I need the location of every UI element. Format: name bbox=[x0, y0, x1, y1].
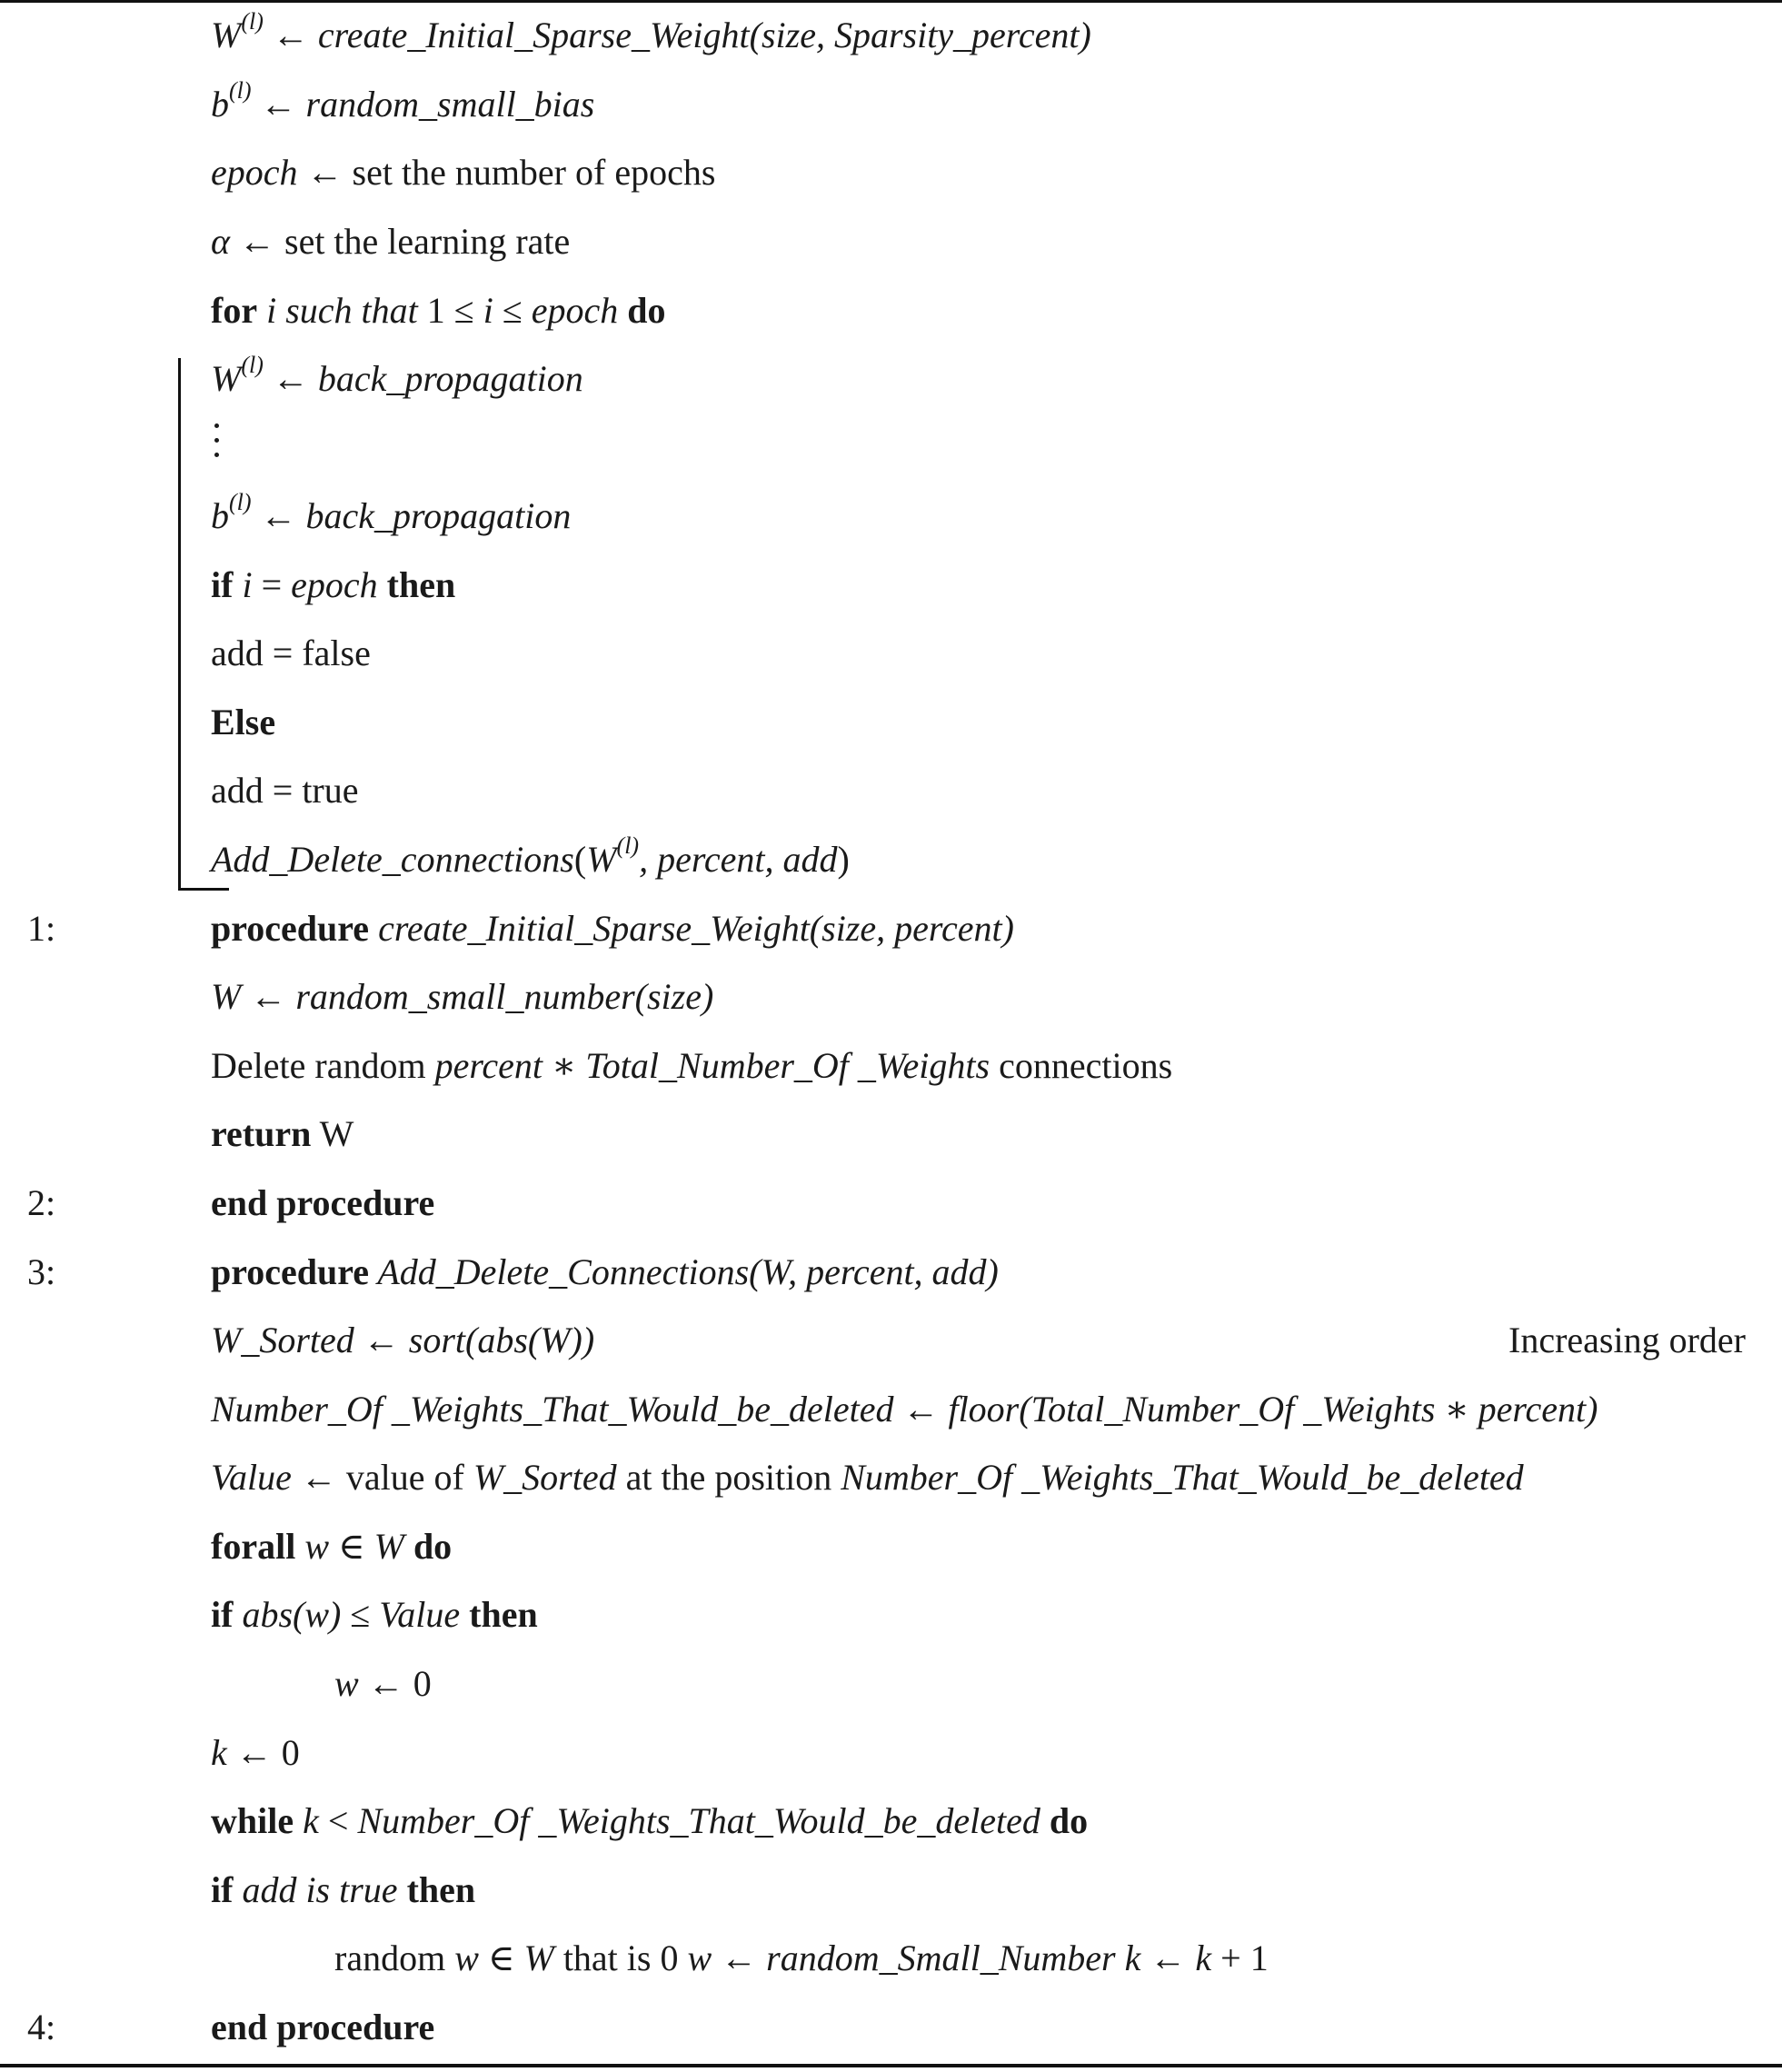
algo-line-random-number: W ← random_small_number(size) bbox=[211, 976, 714, 1017]
algo-line-delete-random: Delete random percent ∗ Total_Number_Of _Weights connections bbox=[211, 1045, 1173, 1086]
algo-line-return: return W bbox=[211, 1113, 354, 1154]
algo-line-add-false: add = false bbox=[211, 633, 371, 673]
algo-line-if-abs: if abs(w) ≤ Value then bbox=[211, 1594, 538, 1635]
vertical-ellipsis bbox=[211, 423, 224, 463]
algo-line-epochs: epoch ← set the number of epochs bbox=[211, 152, 716, 193]
algo-line-call-add-delete: $Add\_Delete\_connections(W^{(l)}$, percent, add) bbox=[211, 832, 850, 880]
algo-line-proc-add-delete: 3: procedure Add_Delete_Connections(W, percent, add) bbox=[27, 1251, 999, 1292]
algo-line-random-regrow: random w ∈ W that is 0 w ← random_Small_Number k ← k + 1 bbox=[334, 1938, 1269, 1978]
algo-line-end-proc-2: 4: end procedure bbox=[27, 2007, 435, 2047]
algo-line-w-zero: w ← 0 bbox=[334, 1663, 432, 1704]
algo-line-add-true: add = true bbox=[211, 770, 359, 811]
algo-line-for-loop: for i such that 1 ≤ i ≤ epoch do bbox=[211, 290, 666, 331]
algo-line-proc-create: 1: procedure create_Initial_Sparse_Weight(size, percent) bbox=[27, 908, 1014, 949]
algo-line-learning-rate: α ← set the learning rate bbox=[211, 221, 571, 262]
algo-line-threshold-value: Value ← value of W_Sorted at the position Number_Of _Weights_That_Would_be_deleted bbox=[211, 1457, 1524, 1498]
algo-line-else: Else bbox=[211, 702, 276, 742]
comment-increasing-order: Increasing order bbox=[1508, 1320, 1746, 1360]
algo-line-backprop-bias: $b^{(l)}$ ← back_propagation bbox=[211, 488, 572, 536]
algo-line-backprop-weight: $W^{(l)}$ ← back_propagation bbox=[211, 351, 583, 399]
algo-line-init-bias: $b^{(l)}$ ← random_small_bias bbox=[211, 76, 595, 125]
algo-line-if-last-epoch: if i = epoch then bbox=[211, 564, 456, 605]
algo-line-if-add: if add is true then bbox=[211, 1869, 476, 1910]
algo-line-forall: forall w ∈ W do bbox=[211, 1526, 453, 1567]
algo-line-sort: W_Sorted ← sort(abs(W)) Increasing order bbox=[0, 1306, 1782, 1375]
algo-line-init-weight: $W^{(l)}$ ← create_Initial_Sparse_Weight(size, Sparsity_percent) bbox=[211, 7, 1091, 55]
algo-line-while: while k < Number_Of _Weights_That_Would_be_deleted do bbox=[211, 1800, 1089, 1841]
algo-line-end-proc-1: 2: end procedure bbox=[27, 1182, 435, 1223]
algo-line-k-zero: k ← 0 bbox=[211, 1732, 300, 1773]
bottom-rule bbox=[0, 2064, 1782, 2067]
algo-line-count-deleted: Number_Of _Weights_That_Would_be_deleted ← floor(Total_Number_Of _Weights ∗ percent) bbox=[211, 1389, 1598, 1429]
